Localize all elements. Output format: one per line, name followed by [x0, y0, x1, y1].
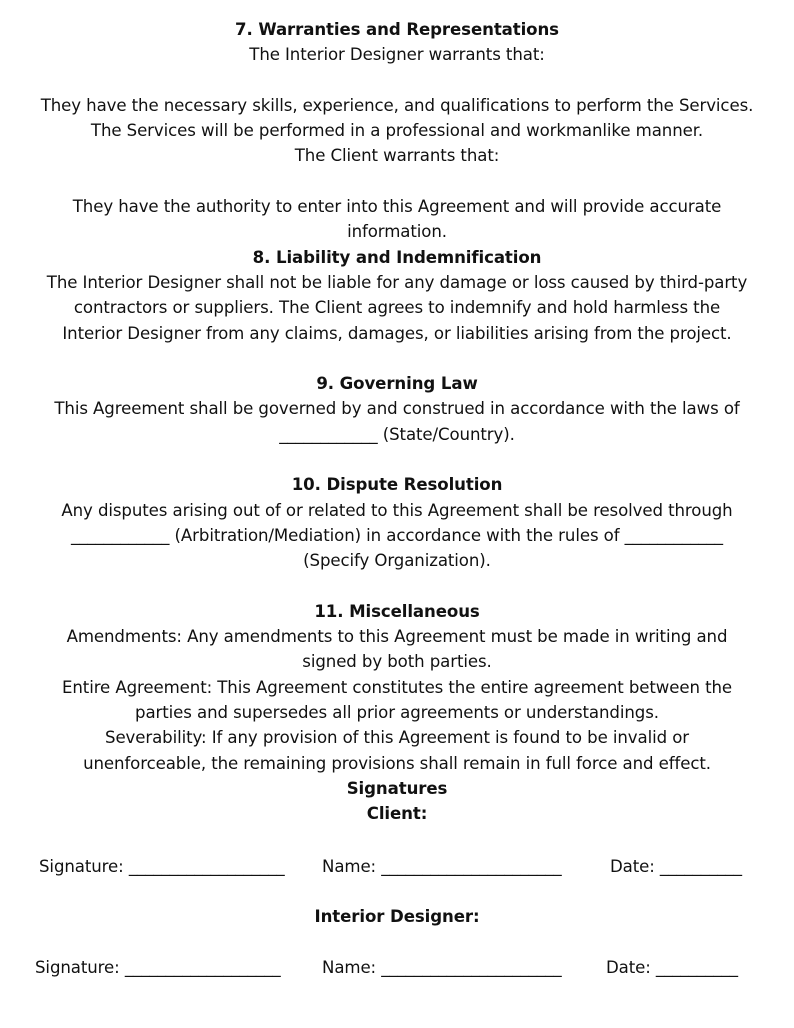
paragraph-line: They have the authority to enter into this Agreement and will provide accurate — [72, 197, 722, 217]
paragraph-line: unenforceable, the remaining provisions shall remain in full force and effect. — [83, 753, 711, 773]
paragraph-line: information. — [347, 222, 447, 242]
designer-date-field[interactable]: Date: __________ — [606, 958, 738, 978]
designer-name-field[interactable]: Name: ______________________ — [322, 958, 562, 978]
section-heading: 7. Warranties and Representations — [235, 20, 559, 39]
paragraph-line: (Specify Organization). — [303, 551, 491, 571]
designer-label: Interior Designer: — [314, 906, 480, 926]
paragraph-line: ____________ (Arbitration/Mediation) in accordance with the rules of ____________ — [71, 525, 723, 545]
blank-line — [0, 447, 794, 472]
paragraph-line: The Client warrants that: — [294, 146, 500, 166]
client-date-field[interactable]: Date: __________ — [610, 856, 742, 876]
paragraph-line: Interior Designer from any claims, damages, or liabilities arising from the project. — [62, 323, 732, 343]
blank-line — [0, 879, 794, 904]
blank-line — [0, 68, 794, 93]
client-signature-row — [0, 854, 794, 879]
client-label: Client: — [366, 804, 428, 824]
paragraph-line: Amendments: Any amendments to this Agreement must be made in writing and — [66, 627, 728, 647]
paragraph-line: contractors or suppliers. The Client agrees to indemnify and hold harmless the — [73, 298, 721, 318]
paragraph-line: The Interior Designer warrants that: — [249, 45, 545, 65]
section-liability — [0, 245, 794, 346]
paragraph-line: The Interior Designer shall not be liable for any damage or loss caused by third-party — [46, 272, 748, 292]
blank-line — [0, 827, 794, 854]
paragraph-line: They have the necessary skills, experience, and qualifications to perform the Services. — [40, 95, 754, 115]
section-heading: 10. Dispute Resolution — [291, 475, 503, 495]
blank-line — [0, 169, 794, 194]
section-heading: 8. Liability and Indemnification — [252, 247, 542, 267]
paragraph-line: parties and supersedes all prior agreements or understandings. — [135, 703, 659, 723]
designer-signature-field[interactable]: Signature: ___________________ — [35, 958, 281, 978]
section-warranties — [0, 17, 794, 245]
paragraph-line: This Agreement shall be governed by and construed in accordance with the laws of — [54, 399, 740, 419]
blank-line — [0, 929, 794, 955]
paragraph-line: Any disputes arising out of or related to this Agreement shall be resolved through — [61, 500, 733, 520]
client-name-field[interactable]: Name: ______________________ — [322, 856, 562, 876]
paragraph-line: signed by both parties. — [302, 652, 492, 672]
client-signature-field[interactable]: Signature: ___________________ — [39, 856, 285, 876]
section-heading: 9. Governing Law — [316, 374, 478, 394]
blank-line — [0, 574, 794, 599]
section-dispute-resolution — [0, 472, 794, 573]
section-governing-law — [0, 371, 794, 447]
paragraph-line: ____________ (State/Country). — [279, 424, 515, 444]
paragraph-line: The Services will be performed in a professional and workmanlike manner. — [90, 121, 704, 141]
section-miscellaneous — [0, 599, 794, 776]
designer-signature-row — [0, 955, 794, 980]
section-signatures — [0, 776, 794, 980]
signatures-heading: Signatures — [346, 778, 448, 798]
paragraph-line: Entire Agreement: This Agreement constitutes the entire agreement between the — [61, 677, 732, 697]
section-heading: 11. Miscellaneous — [314, 601, 480, 621]
blank-line — [0, 346, 794, 371]
paragraph-line: Severability: If any provision of this Agreement is found to be invalid or — [105, 728, 689, 748]
